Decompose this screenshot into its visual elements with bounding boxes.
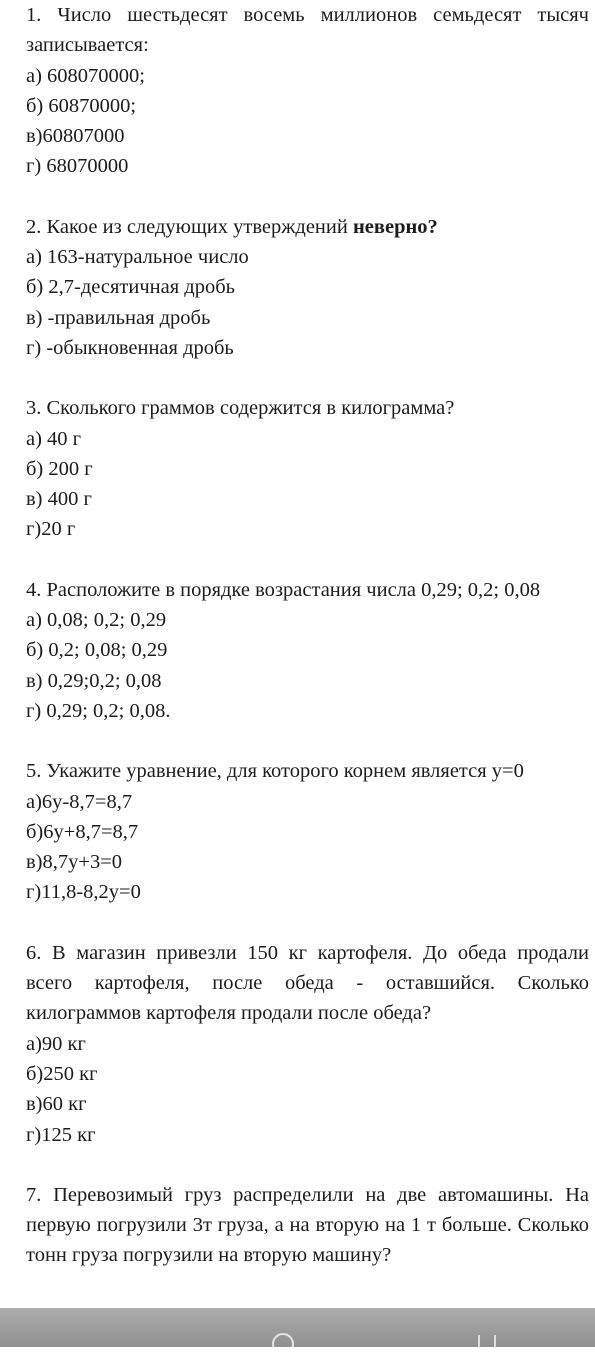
answer-option: г) -обыкновенная дробь — [26, 336, 234, 359]
question-3 — [26, 393, 589, 544]
question-text-bold: неверно? — [352, 215, 438, 238]
question-text: 1. Число шестьдесят восемь миллионов семьдесят тысяч записывается: — [26, 4, 589, 57]
question-1 — [26, 0, 589, 182]
answer-option: а) 40 г — [26, 427, 82, 450]
question-text: 5. Укажите уравнение, для которого корнем является у=0 — [26, 760, 524, 783]
answer-option: г)11,8-8,2у=0 — [26, 881, 141, 904]
answer-option: б)250 кг — [26, 1062, 98, 1085]
question-6 — [26, 938, 589, 1150]
answer-option: б)6у+8,7=8,7 — [26, 820, 139, 843]
question-4 — [26, 575, 589, 726]
answer-option: в)60807000 — [26, 125, 125, 148]
answer-option: г) 68070000 — [26, 155, 129, 178]
answer-option: в)60 кг — [26, 1093, 87, 1116]
answer-option: б) 2,7-десятичная дробь — [26, 276, 235, 299]
answer-option: г) 0,29; 0,2; 0,08. — [26, 699, 171, 722]
question-text-plain: 2. Какое из следующих утверждений — [26, 215, 353, 238]
answer-option: б) 60870000; — [26, 94, 137, 117]
question-text: 7. Перевозимый груз распределили на две автомашины. На первую погрузили 3т груза, а на вторую на 1 т больше. Сколько тонн груза погрузили на вторую машину? — [26, 1183, 589, 1267]
bottom-overlay-icons — [0, 1330, 595, 1347]
question-text: 4. Расположите в порядке возрастания числа 0,29; 0,2; 0,08 — [26, 578, 541, 601]
answer-option: в) -правильная дробь — [26, 306, 211, 329]
answer-option: а)90 кг — [26, 1032, 86, 1055]
answer-option: а) 163-натуральное число — [26, 246, 249, 269]
question-text: 3. Сколького граммов содержится в килограмма? — [26, 397, 455, 420]
answer-option: а)6у-8,7=8,7 — [26, 790, 133, 813]
answer-option: а) 0,08; 0,2; 0,29 — [26, 609, 167, 632]
question-text: 6. В магазин привезли 150 кг картофеля. До обеда продали всего картофеля, после обеда - оставшийся. Сколько килограммов картофеля продали после обеда? — [26, 941, 589, 1025]
answer-option: б) 200 г — [26, 457, 93, 480]
answer-option: г)20 г — [26, 518, 76, 541]
menu-bars-icon[interactable] — [478, 1335, 496, 1347]
answer-option: г)125 кг — [26, 1123, 96, 1146]
answer-option: в)8,7у+3=0 — [26, 851, 123, 874]
answer-option: б) 0,2; 0,08; 0,29 — [26, 639, 168, 662]
question-text — [26, 212, 589, 242]
question-5 — [26, 756, 589, 907]
answer-option: а) 608070000; — [26, 64, 145, 87]
answer-option: в) 400 г — [26, 488, 92, 511]
document-page — [26, 0, 589, 1301]
question-7 — [26, 1180, 589, 1271]
question-2 — [26, 212, 589, 363]
home-circle-icon[interactable] — [272, 1333, 294, 1355]
answer-option: в) 0,29;0,2; 0,08 — [26, 669, 162, 692]
